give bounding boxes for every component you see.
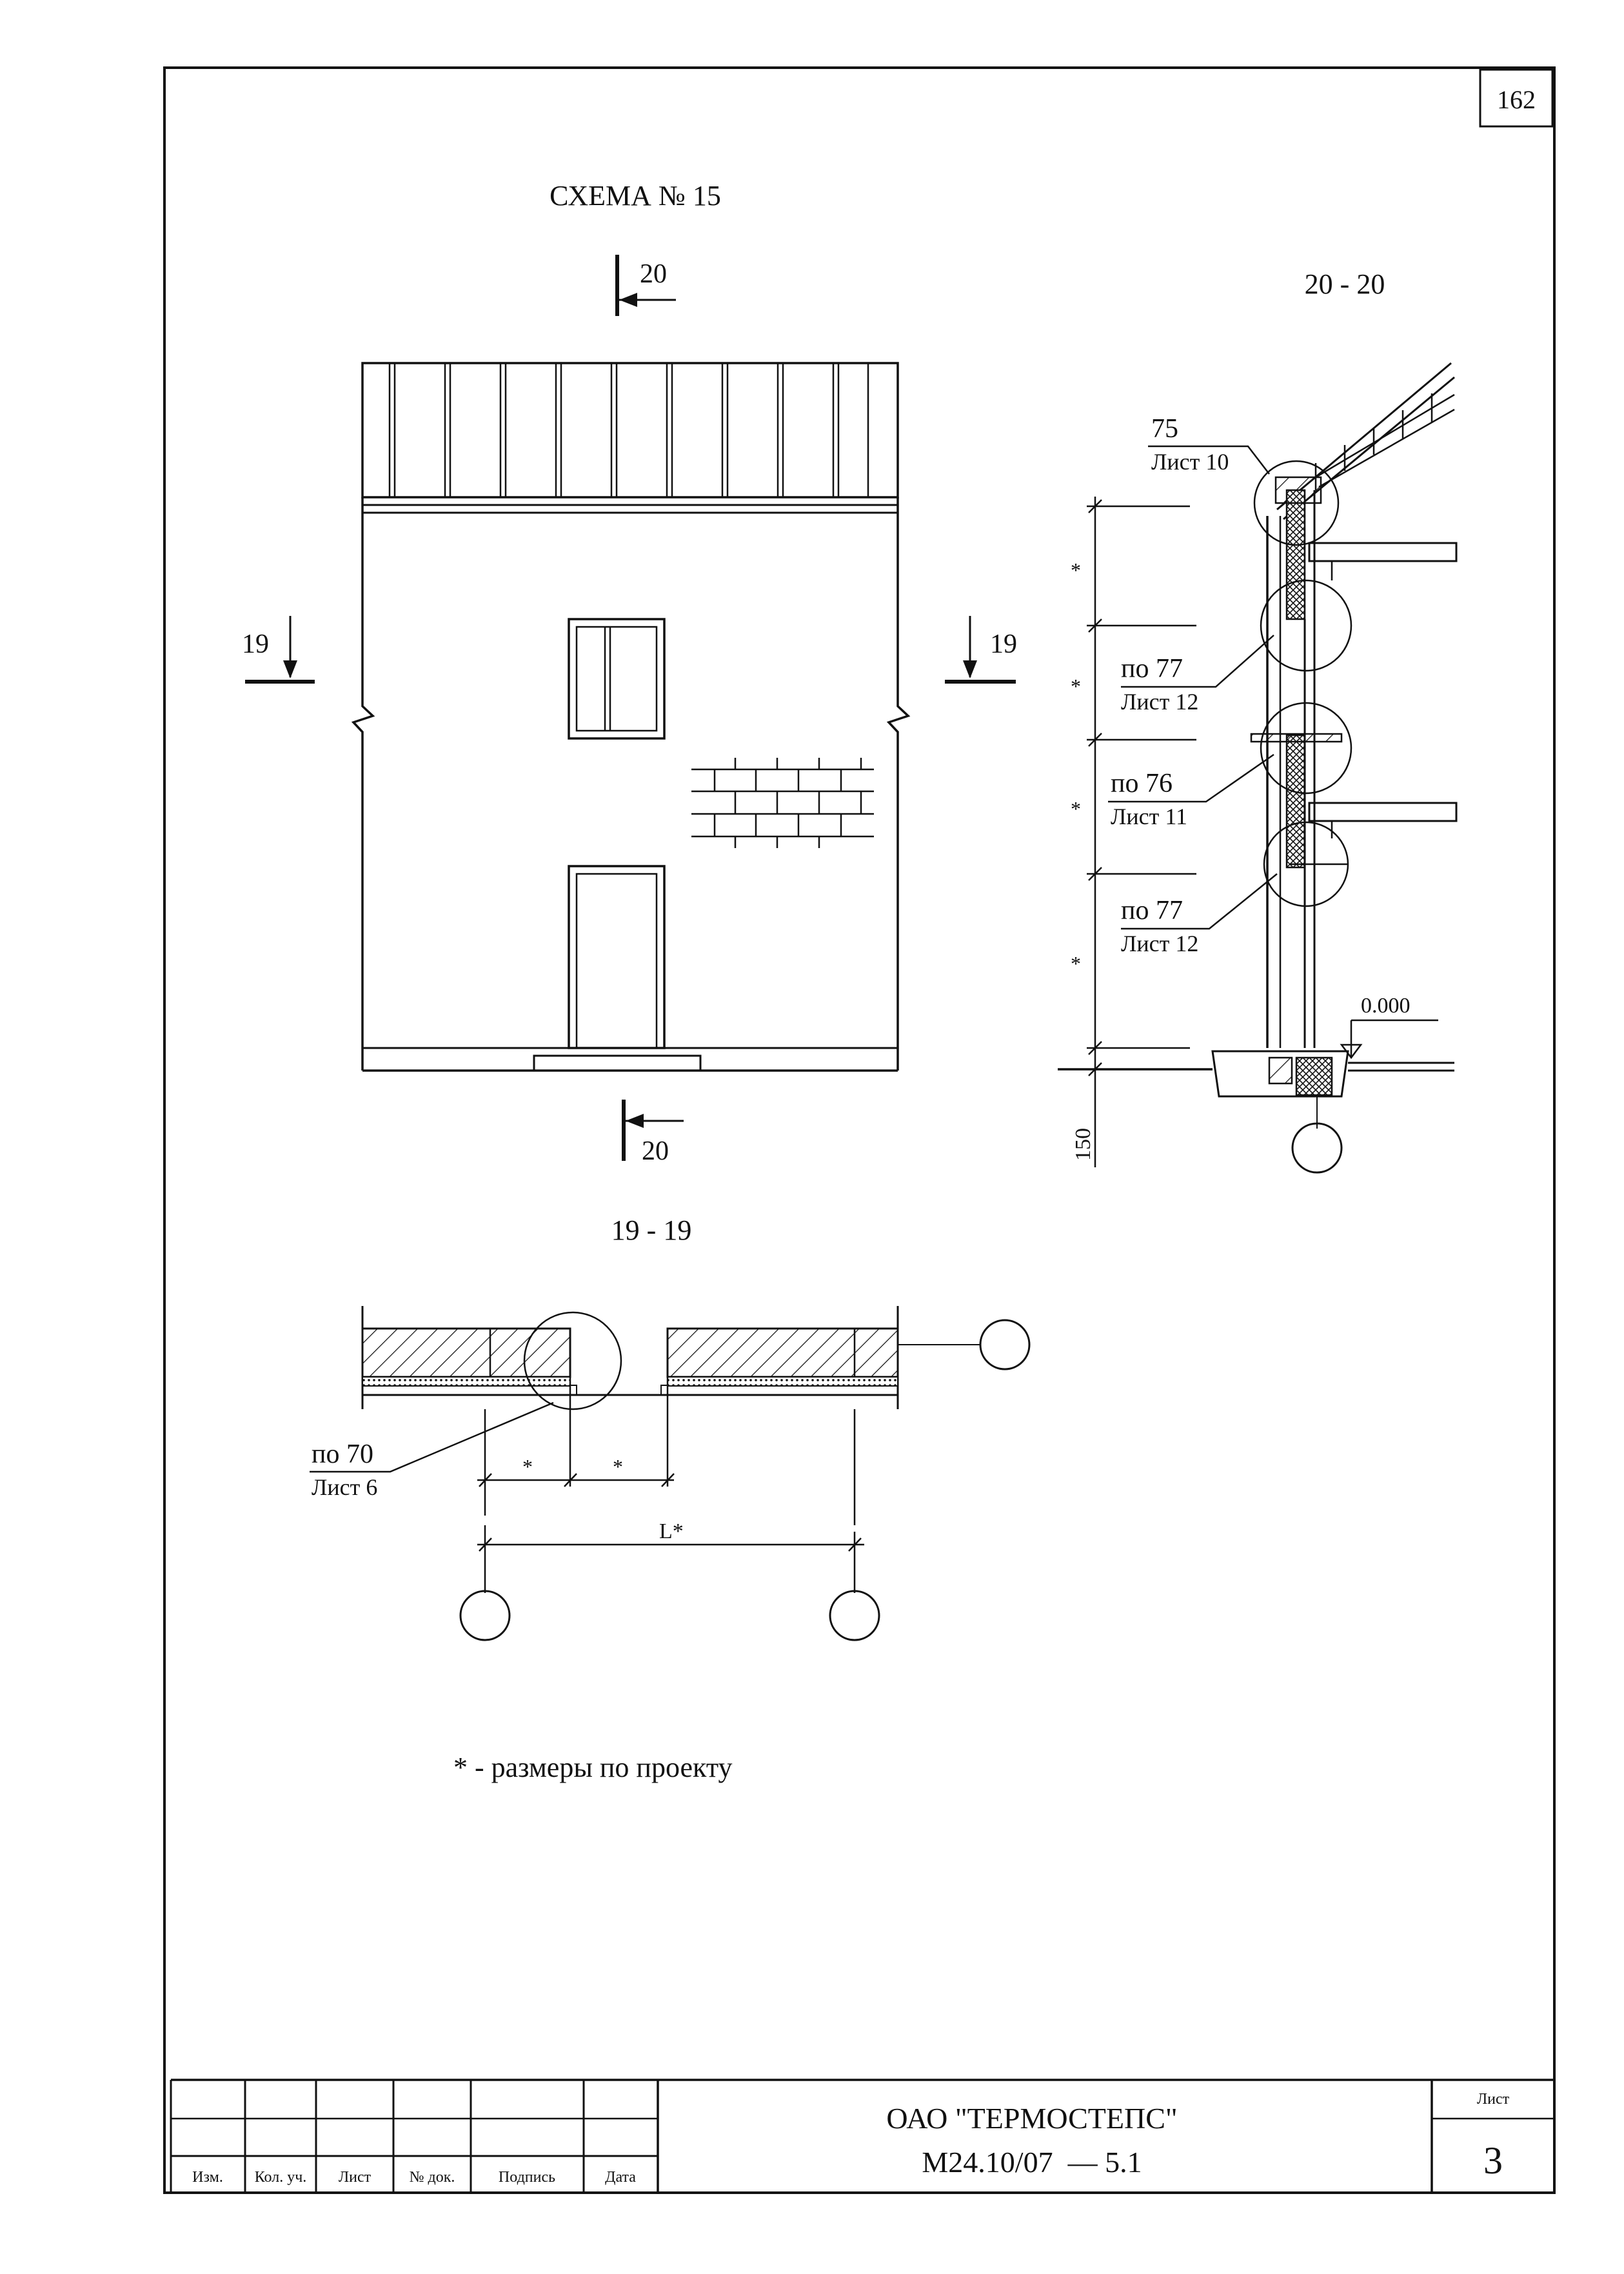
door-step: [534, 1056, 700, 1071]
page-number: 162: [1497, 85, 1536, 114]
sheet-label: Лист: [1476, 2091, 1510, 2108]
col-signature: Подпись: [498, 2169, 556, 2186]
section-label-20-bottom: 20: [642, 1136, 669, 1166]
col-list: Лист: [338, 2169, 371, 2186]
dim-base: 150: [1071, 1128, 1095, 1161]
section-19-19: [310, 1306, 1029, 1640]
callout-77b-num: по 77: [1121, 896, 1183, 925]
callout-70-sheet: Лист 6: [312, 1474, 378, 1500]
plan-dim-star-2: *: [613, 1455, 623, 1478]
axis-marker-plan-mid: [830, 1591, 879, 1640]
section-title-19-19: 19 - 19: [611, 1214, 692, 1246]
section-mark-19-left: [242, 616, 315, 682]
callout-76-num: по 76: [1111, 769, 1173, 798]
document-code: М24.10/07 — 5.1: [922, 2146, 1142, 2179]
callout-75-num: 75: [1151, 414, 1178, 444]
section-mark-20-top: [617, 255, 676, 316]
section-label-19-right: 19: [990, 629, 1017, 659]
sheet-number: 3: [1483, 2139, 1503, 2182]
level-value: 0.000: [1361, 994, 1411, 1018]
callout-77a-num: по 77: [1121, 654, 1183, 684]
dim-star-3: *: [1071, 797, 1081, 820]
axis-marker-section: [1292, 1123, 1342, 1172]
col-izm: Изм.: [192, 2169, 223, 2186]
dimension-note: * - размеры по проекту: [453, 1752, 733, 1783]
dim-star-2: *: [1071, 675, 1081, 698]
dim-star-1: *: [1071, 559, 1081, 582]
callout-70-num: по 70: [312, 1439, 373, 1469]
roof-seams: [390, 363, 868, 497]
scheme-title: СХЕМА № 15: [550, 180, 721, 212]
col-doc-no: № док.: [409, 2169, 455, 2186]
plan-dim-span: L*: [659, 1519, 684, 1543]
frame-border: [164, 68, 1554, 2193]
callout-77b-sheet: Лист 12: [1121, 931, 1199, 956]
roof-band: [362, 363, 898, 497]
vertical-dimension-chain: [1087, 497, 1199, 1167]
facade-right-wall: [889, 497, 908, 1071]
section-mark-20-bottom: [624, 1100, 684, 1166]
brick-pattern: [691, 758, 874, 848]
section-label-19-left: 19: [242, 629, 269, 659]
facade-door: [569, 866, 664, 1048]
axis-marker-plan-left: [460, 1591, 510, 1640]
title-block: [171, 2080, 1554, 2193]
facade-elevation: [353, 363, 908, 1071]
section-label-20-top: 20: [640, 259, 667, 289]
axis-marker-plan-right: [980, 1320, 1029, 1369]
section-20-20: [1058, 363, 1456, 1172]
facade-left-wall: [353, 497, 373, 1071]
organization-name: ОАО "ТЕРМОСТЕПС": [886, 2102, 1178, 2135]
callout-76-sheet: Лист 11: [1111, 804, 1188, 829]
level-mark: [1342, 994, 1438, 1058]
col-date: Дата: [605, 2169, 636, 2186]
callout-75-sheet: Лист 10: [1151, 449, 1229, 475]
callout-77a-sheet: Лист 12: [1121, 689, 1199, 715]
plan-dim-star-1: *: [522, 1455, 533, 1478]
dim-star-4: *: [1071, 952, 1081, 975]
facade-window: [569, 619, 664, 738]
col-kol-uch: Кол. уч.: [254, 2169, 307, 2186]
section-mark-19-right: [945, 616, 1017, 682]
section-title-20-20: 20 - 20: [1304, 268, 1385, 300]
